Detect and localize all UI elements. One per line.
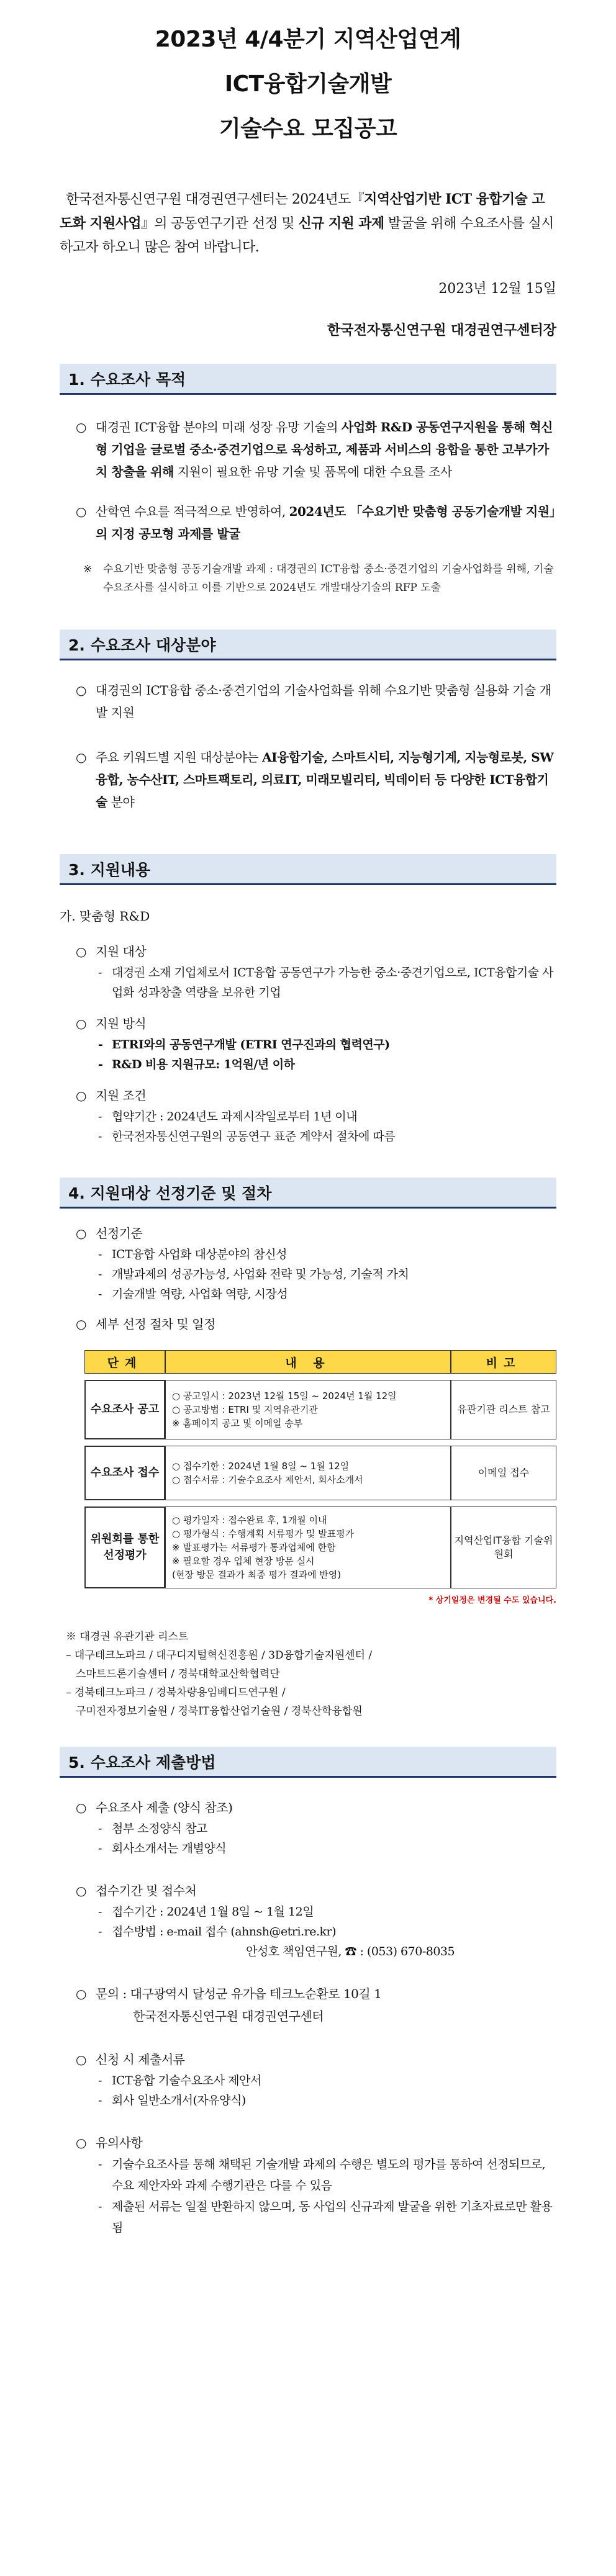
agency-list bbox=[60, 1628, 556, 1721]
notice-date: 2023년 12월 15일 bbox=[438, 281, 556, 297]
note-cell: 유관기관 리스트 참고 bbox=[451, 1380, 556, 1439]
agency-list-title: ※ 대경권 유관기관 리스트 bbox=[66, 1631, 189, 1643]
table-row bbox=[84, 1506, 556, 1588]
list-item: 스마트드론기술센터 / 경북대학교산학협력단 bbox=[76, 1668, 280, 1680]
issuer-name: 한국전자통신연구원 대경권연구센터장 bbox=[327, 322, 556, 338]
table-row bbox=[84, 1380, 556, 1439]
step-cell: 수요조사 공고 bbox=[84, 1380, 165, 1439]
intro-paragraph: 한국전자통신연구원 대경권연구센터는 2024년도『지역산업기반 ICT 융합기술 고도화 지원사업』의 공동연구기관 선정 및 신규 지원 과제 발굴을 위해 수요조사를 실시하고자 하오니 많은 참여 바랍니다. bbox=[60, 191, 554, 255]
list-item: – 대구테크노파크 / 대구디지털혁신진흥원 / 3D융합기술지원센터 / bbox=[66, 1649, 373, 1662]
table-header-cell: 단계 bbox=[84, 1350, 165, 1374]
desc-cell: ○ 평가일자 : 접수완료 후, 1개월 이내 ○ 평가형식 : 수행계획 서류평가 및 발표평가 ※ 발표평가는 서류평가 통과업체에 한함 ※ 필요할 경우 업체 현장 방문 실시 (현장 방문 결과가 최종 평가 결과에 반영) bbox=[165, 1506, 451, 1588]
step-cell: 수요조사 접수 bbox=[84, 1446, 165, 1500]
s5-submit-item-1: - 첨부 소정양식 참고 bbox=[98, 1822, 207, 1835]
s4-group-procedure: ○ 세부 선정 절차 및 일정 bbox=[76, 1317, 215, 1331]
schedule-change-note: * 상기일정은 변경될 수도 있습니다. bbox=[428, 1596, 556, 1605]
s5-caution-item-2: - 제출된 서류는 일절 반환하지 않으며, 동 사업의 신규과제 발굴을 위한 기초자료로만 활용됨 bbox=[98, 2200, 553, 2235]
title-line-2: ICT융합기술개발 bbox=[224, 71, 392, 97]
s3-subheading: 가. 맞춤형 R&D bbox=[60, 909, 150, 924]
s1-bullet-1: ○ 대경권 ICT융합 분야의 미래 성장 유망 기술의 사업화 R&D 공동연구지원을 통해 혁신형 기업을 글로벌 중소·중견기업으로 육성하고, 제품과 서비스의 융합을 통한 고부가가치 창출을 위해 지원이 필요한 유망 기술 및 품목에 대한 수요를 조사 bbox=[76, 420, 553, 479]
table-row bbox=[84, 1446, 556, 1500]
table-header-cell: 내 용 bbox=[165, 1350, 451, 1374]
table-header-cell: 비고 bbox=[451, 1350, 556, 1374]
title-line-3: 기술수요 모집공고 bbox=[219, 116, 397, 142]
step-cell: 위원회를 통한 선정평가 bbox=[84, 1506, 165, 1588]
title-line-1: 2023년 4/4분기 지역산업연계 bbox=[155, 27, 461, 52]
desc-cell: ○ 접수기한 : 2024년 1월 8일 ~ 1월 12일 ○ 접수서류 : 기술수요조사 제안서, 회사소개서 bbox=[165, 1446, 451, 1500]
section-3-header: 3. 지원내용 bbox=[60, 854, 556, 885]
s5-group-submit: ○ 수요조사 제출 (양식 참조) bbox=[76, 1800, 233, 1815]
list-item: 구미전자정보기술원 / 경북IT융합산업기술원 / 경북산학융합원 bbox=[76, 1705, 363, 1718]
s5-document-item-1: - ICT융합 기술수요조사 제안서 bbox=[98, 2074, 261, 2087]
s5-document-item-2: - 회사 일반소개서(자유양식) bbox=[98, 2094, 246, 2107]
section-2-header: 2. 수요조사 대상분야 bbox=[60, 629, 556, 660]
s3-group-target: ○ 지원 대상 bbox=[76, 944, 147, 959]
s5-group-period: ○ 접수기간 및 접수처 bbox=[76, 1883, 197, 1898]
s1-bullet-2: ○ 산학연 수요를 적극적으로 반영하여, 2024년도 「수요기반 맞춤형 공동기술개발 지원」의 지정 공모형 과제를 발굴 bbox=[76, 504, 556, 541]
s3-method-item-1: - ETRI와의 공동연구개발 (ETRI 연구진과의 협력연구) bbox=[98, 1038, 390, 1052]
notice-title bbox=[60, 0, 556, 151]
s4-criteria-item-2: - 개발과제의 성공가능성, 사업화 전략 및 가능성, 기술적 가치 bbox=[98, 1268, 409, 1281]
note-cell: 지역산업IT융합 기술위원회 bbox=[451, 1506, 556, 1588]
s3-group-condition: ○ 지원 조건 bbox=[76, 1088, 147, 1103]
section-5-header: 5. 수요조사 제출방법 bbox=[60, 1747, 556, 1778]
s5-group-documents: ○ 신청 시 제출서류 bbox=[76, 2052, 185, 2067]
section-1-header: 1. 수요조사 목적 bbox=[60, 364, 556, 395]
procedure-table bbox=[84, 1344, 556, 1595]
s3-group-method: ○ 지원 방식 bbox=[76, 1016, 147, 1031]
s4-criteria-item-1: - ICT융합 사업화 대상분야의 참신성 bbox=[98, 1248, 287, 1261]
s1-note: ※ 수요기반 맞춤형 공동기술개발 과제 : 대경권의 ICT융합 중소·중견기업의 기술사업화를 위해, 기술수요조사를 실시하고 이를 기반으로 2024년도 개발대상기술의 RFP 도출 bbox=[83, 563, 554, 594]
list-item: – 경북테크노파크 / 경북차량용임베디드연구원 / bbox=[66, 1687, 286, 1699]
s4-criteria-item-3: - 기술개발 역량, 사업화 역량, 시장성 bbox=[98, 1287, 288, 1301]
table-header-row bbox=[84, 1350, 556, 1374]
section-4-header: 4. 지원대상 선정기준 및 절차 bbox=[60, 1178, 556, 1209]
s3-condition-item-1: - 협약기간 : 2024년도 과제시작일로부터 1년 이내 bbox=[98, 1110, 358, 1124]
s5-caution-item-1: - 기술수요조사를 통해 채택된 기술개발 과제의 수행은 별도의 평가를 통하여 선정되므로, 수요 제안자와 과제 수행기관은 다를 수 있음 bbox=[98, 2158, 546, 2192]
s2-bullet-2: ○ 주요 키워드별 지원 대상분야는 AI융합기술, 스마트시티, 지능형기계, 지능형로봇, SW융합, 농수산IT, 스마트팩토리, 의료IT, 미래모빌리티, 빅데이터 등 다양한 ICT융합기술 분야 bbox=[76, 750, 554, 809]
s3-method-item-2: - R&D 비용 지원규모: 1억원/년 이하 bbox=[98, 1058, 295, 1071]
s5-period-item-2: - 접수방법 : e-mail 접수 (ahnsh@etri.re.kr) bbox=[98, 1925, 336, 1939]
note-cell: 이메일 접수 bbox=[451, 1446, 556, 1500]
desc-cell: ○ 공고일시 : 2023년 12월 15일 ~ 2024년 1월 12일 ○ 공고방법 : ETRI 및 지역유관기관 ※ 홈페이지 공고 및 이메일 송부 bbox=[165, 1380, 451, 1439]
s5-submit-item-2: - 회사소개서는 개별양식 bbox=[98, 1842, 227, 1855]
s5-inquiry: ○ 문의 : 대구광역시 달성군 유가읍 테크노순환로 10길 1 한국전자통신연구원 대경권연구센터 bbox=[76, 1986, 382, 2024]
s5-group-caution: ○ 유의사항 bbox=[76, 2135, 143, 2150]
s3-condition-item-2: - 한국전자통신연구원의 공동연구 표준 계약서 절차에 따름 bbox=[98, 1130, 396, 1143]
s5-period-item-1: - 접수기간 : 2024년 1월 8일 ~ 1월 12일 bbox=[98, 1905, 314, 1919]
s5-contact: 안성호 책임연구원, ☎ : (053) 670-8035 bbox=[246, 1945, 455, 1958]
s4-group-criteria: ○ 선정기준 bbox=[76, 1226, 143, 1241]
s2-bullet-1: ○ 대경권의 ICT융합 중소·중견기업의 기술사업화를 위해 수요기반 맞춤형 실용화 기술 개발 지원 bbox=[76, 683, 551, 720]
s3-target-item: - 대경권 소재 기업체로서 ICT융합 공동연구가 가능한 중소·중견기업으로, ICT융합기술 사업화 성과창출 역량을 보유한 기업 bbox=[98, 966, 554, 999]
